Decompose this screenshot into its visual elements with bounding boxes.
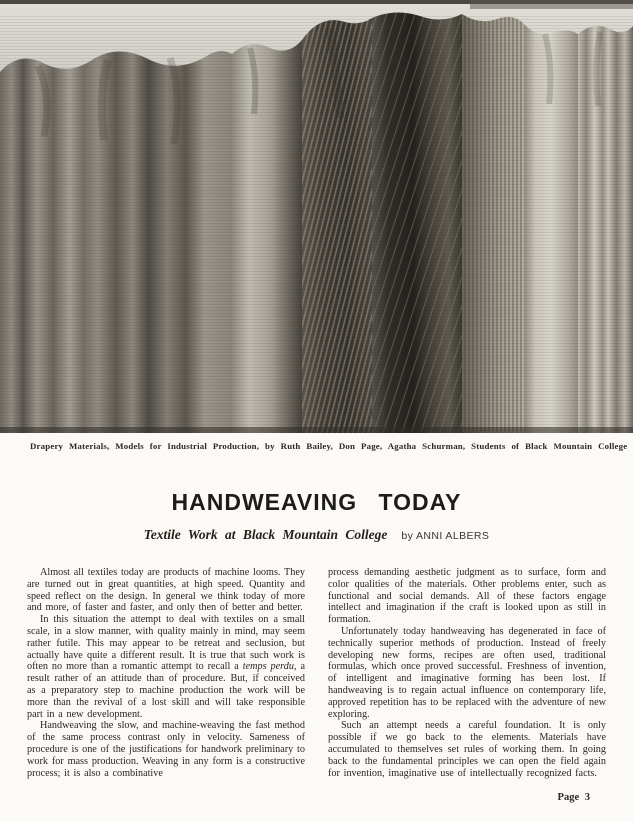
left-column <box>27 567 305 779</box>
subtitle-row <box>0 527 633 543</box>
body-text: Handweaving the slow, and machine-weaving the fast method of the same process contrast only in velocity. Sameness of procedure is one of the justifications for handwork preliminary to work for mass production. Weaving in any form is a constructive process; it is also a combinative <box>27 720 305 779</box>
article-byline: by ANNI ALBERS <box>401 530 490 542</box>
article-body <box>27 567 606 779</box>
paragraph <box>328 626 606 720</box>
article-title: HANDWEAVING TODAY <box>171 489 462 515</box>
paragraph <box>27 567 305 614</box>
page-number: Page 3 <box>557 792 590 803</box>
masthead <box>0 489 633 543</box>
italic-text: temps perdu, <box>242 661 297 673</box>
photo-bottom-edge <box>0 427 633 433</box>
photo-caption: Drapery Materials, Models for Industrial Production, by Ruth Bailey, Don Page, Agatha Schurman, Students of Black Mountain College <box>30 441 628 451</box>
body-text: Almost all textiles today are products of machine looms. They are turned out in great quantities, at high speed. Quantity and speed reflect on the design. In general we think today of more and more, of faster and faster, and only then of better and better. <box>27 567 305 614</box>
body-text: process demanding aesthetic judgment as to surface, form and color qualities of the materials. Other problems enter, such as functional and social demands. All of these factors engage intellect and imagination if the craft is looked upon as still in formation. <box>328 567 606 626</box>
paragraph <box>27 720 305 779</box>
body-text: a result rather of an attitude than of procedure. But, if conceived as a preparatory step to machine production the work will be more than the revival of a lost skill and will take responsible part in a new development. <box>27 661 305 720</box>
body-text: Unfortunately today handweaving has degenerated in face of technically superior methods of production. Instead of freely developing new forms, recipes are often used, traditional formulas, which once proved successful. Freshness of invention, of intelligent and imaginative forming has been lost. If handweaving is to regain actual influence on contemporary life, approved repetition has to be replaced with the adventure of new exploring. <box>328 625 606 720</box>
paragraph <box>328 567 606 626</box>
article-subtitle: Textile Work at Black Mountain College <box>143 527 388 542</box>
paragraph <box>27 614 305 720</box>
paragraph <box>328 720 606 779</box>
right-column <box>328 567 606 779</box>
body-text: Such an attempt needs a careful foundation. It is only possible if we go back to the elements. Materials have accumulated to themselves set rules of working them. In going back to the fundamental principles we can open the field again for invention, imaginative use of intellectually recognized facts. <box>328 720 606 779</box>
body-text: In this situation the attempt to deal with textiles on a small scale, in a slow manner, with quality mainly in mind, may seem rather futile. This may appear to be retreat and seclusion, but actually have quite a different result. It is true that such work is often no more than a romantic attempt to recall a <box>27 614 305 673</box>
